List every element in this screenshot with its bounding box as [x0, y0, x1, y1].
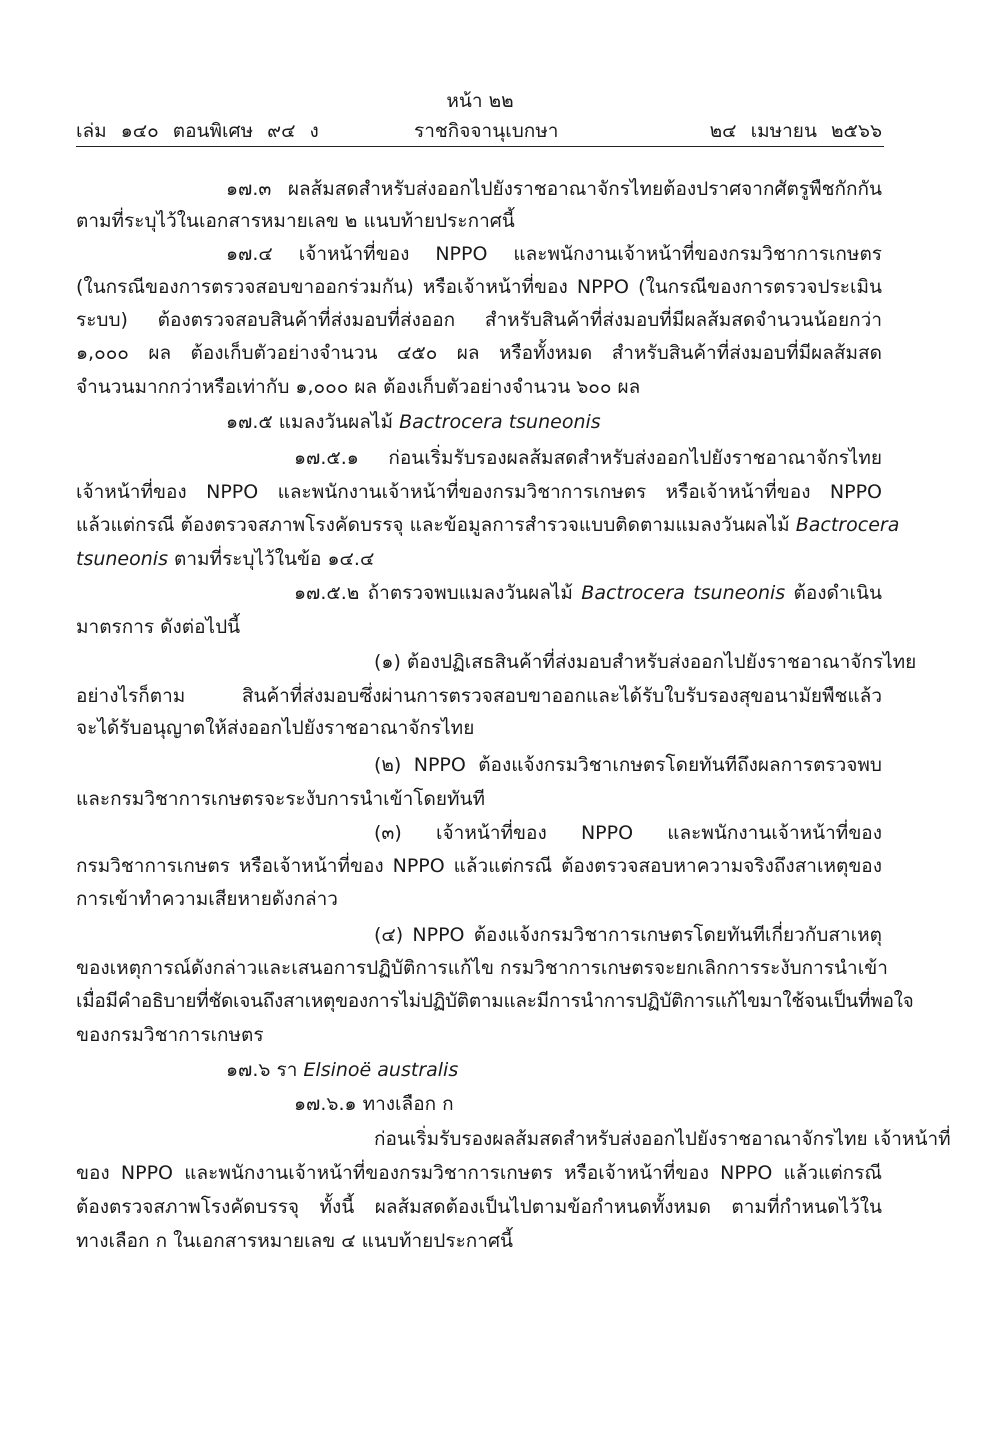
measure-1-line-2: อย่างไรก็ตาม สินค้าที่ส่งมอบซึ่งผ่านการตรวจสอบขาออกและได้รับใบรับรองสุขอนามัยพืชแล้ว — [76, 685, 882, 707]
clause-17-6-heading-text: ๑๗.๖ รา — [226, 1059, 298, 1081]
clause-17-5-heading-text: ๑๗.๕ แมลงวันผลไม้ — [226, 411, 394, 433]
clause-17-5-1-line-2: เจ้าหน้าที่ของ NPPO และพนักงานเจ้าหน้าที่ของกรมวิชาการเกษตร หรือเจ้าหน้าที่ของ NPPO — [76, 481, 882, 503]
measure-1-line-1: (๑) ต้องปฏิเสธสินค้าที่ส่งมอบสำหรับส่งออกไปยังราชอาณาจักรไทย — [374, 651, 917, 673]
measure-1-line-3: จะได้รับอนุญาตให้ส่งออกไปยังราชอาณาจักรไทย — [76, 717, 475, 739]
gazette-name: ราชกิจจานุเบกษา — [414, 120, 559, 142]
clause-17-4-line-4: ๑,๐๐๐ ผล ต้องเก็บตัวอย่างจำนวน ๔๕๐ ผล หรือทั้งหมด สำหรับสินค้าที่ส่งมอบที่มีผลส้มสด — [76, 342, 882, 364]
clause-17-4-line-3: ระบบ) ต้องตรวจสอบสินค้าที่ส่งมอบที่ส่งออก สำหรับสินค้าที่ส่งมอบที่มีผลส้มสดจำนวนน้อยกว่า — [76, 309, 882, 331]
clause-17-5-1-line-4-text: ตามที่ระบุไว้ในข้อ ๑๔.๔ — [174, 548, 375, 570]
measure-2-line-1: (๒) NPPO ต้องแจ้งกรมวิชาเกษตรโดยทันทีถึงผลการตรวจพบ — [374, 754, 882, 776]
clause-17-5-2-line-1-b: ต้องดำเนิน — [793, 582, 883, 604]
clause-17-3-line-2: ตามที่ระบุไว้ในเอกสารหมายเลข ๒ แนบท้ายประกาศนี้ — [76, 210, 515, 232]
species-name: Bactrocera tsuneonis — [581, 582, 786, 604]
species-name: Bactrocera — [795, 514, 900, 536]
measure-4-line-2: ของเหตุการณ์ดังกล่าวและเสนอการปฏิบัติการแก้ไข กรมวิชาการเกษตรจะยกเลิกการระงับการนำเข้า — [76, 957, 888, 979]
measure-4-line-4: ของกรมวิชาการเกษตร — [76, 1024, 264, 1046]
clause-17-4-line-2: (ในกรณีของการตรวจสอบขาออกร่วมกัน) หรือเจ้าหน้าที่ของ NPPO (ในกรณีของการตรวจประเมิน — [76, 276, 882, 298]
measure-4-line-1: (๔) NPPO ต้องแจ้งกรมวิชาการเกษตรโดยทันทีเกี่ยวกับสาเหตุ — [374, 924, 882, 946]
clause-17-5-2-line-2: มาตรการ ดังต่อไปนี้ — [76, 616, 241, 638]
measure-2-line-2: และกรมวิชาการเกษตรจะระงับการนำเข้าโดยทันที — [76, 788, 485, 810]
clause-17-6-1-heading: ๑๗.๖.๑ ทางเลือก ก — [294, 1093, 454, 1115]
species-name: Elsinoë australis — [303, 1059, 459, 1081]
measure-3-line-1: (๓) เจ้าหน้าที่ของ NPPO และพนักงานเจ้าหน้าที่ของ — [374, 822, 882, 844]
clause-17-6-1-line-1: ก่อนเริ่มรับรองผลส้มสดสำหรับส่งออกไปยังราชอาณาจักรไทย เจ้าหน้าที่ — [374, 1128, 951, 1150]
clause-17-5-1-line-3-text: แล้วแต่กรณี ต้องตรวจสภาพโรงคัดบรรจุ และข้อมูลการสำรวจแบบติดตามแมลงวันผลไม้ — [76, 514, 790, 536]
clause-17-5-heading — [226, 409, 601, 435]
clause-17-6-1-line-2: ของ NPPO และพนักงานเจ้าหน้าที่ของกรมวิชาการเกษตร หรือเจ้าหน้าที่ของ NPPO แล้วแต่กรณี — [76, 1162, 882, 1184]
clause-17-5-2-line-1-a: ๑๗.๕.๒ ถ้าตรวจพบแมลงวันผลไม้ — [294, 582, 573, 604]
measure-4-line-3: เมื่อมีคำอธิบายที่ชัดเจนถึงสาเหตุของการไม่ปฏิบัติตามและมีการนำการปฏิบัติการแก้ไขมาใช้จนเป็นที่พอใจ — [76, 990, 914, 1012]
clause-17-4-line-5: จำนวนมากกว่าหรือเท่ากับ ๑,๐๐๐ ผล ต้องเก็บตัวอย่างจำนวน ๖๐๐ ผล — [76, 376, 641, 398]
clause-17-6-1-line-4: ทางเลือก ก ในเอกสารหมายเลข ๔ แนบท้ายประกาศนี้ — [76, 1230, 513, 1252]
species-name: tsuneonis — [76, 548, 168, 570]
clause-17-5-2-line-1 — [294, 580, 882, 606]
clause-17-3-line-1: ๑๗.๓ ผลส้มสดสำหรับส่งออกไปยังราชอาณาจักรไทยต้องปราศจากศัตรูพืชกักกัน — [226, 178, 882, 200]
measure-3-line-2: กรมวิชาการเกษตร หรือเจ้าหน้าที่ของ NPPO แล้วแต่กรณี ต้องตรวจสอบหาความจริงถึงสาเหตุของ — [76, 855, 882, 877]
measure-3-line-3: การเข้าทำความเสียหายดังกล่าว — [76, 888, 338, 910]
header-divider — [76, 146, 884, 147]
species-name: Bactrocera tsuneonis — [399, 411, 601, 433]
clause-17-5-1-line-4 — [76, 546, 374, 572]
gazette-volume: เล่ม ๑๔๐ ตอนพิเศษ ๙๔ ง — [76, 120, 319, 142]
page-number: หน้า ๒๒ — [446, 90, 514, 112]
clause-17-5-1-line-3 — [76, 512, 900, 538]
clause-17-6-1-line-3: ต้องตรวจสภาพโรงคัดบรรจุ ทั้งนี้ ผลส้มสดต้องเป็นไปตามข้อกำหนดทั้งหมด ตามที่กำหนดไว้ใน — [76, 1196, 882, 1218]
gazette-date: ๒๔ เมษายน ๒๕๖๖ — [709, 120, 882, 142]
clause-17-6-heading — [226, 1057, 458, 1083]
clause-17-5-1-line-1: ๑๗.๕.๑ ก่อนเริ่มรับรองผลส้มสดสำหรับส่งออกไปยังราชอาณาจักรไทย — [294, 447, 882, 469]
clause-17-4-line-1: ๑๗.๔ เจ้าหน้าที่ของ NPPO และพนักงานเจ้าหน้าที่ของกรมวิชาการเกษตร — [226, 243, 882, 265]
